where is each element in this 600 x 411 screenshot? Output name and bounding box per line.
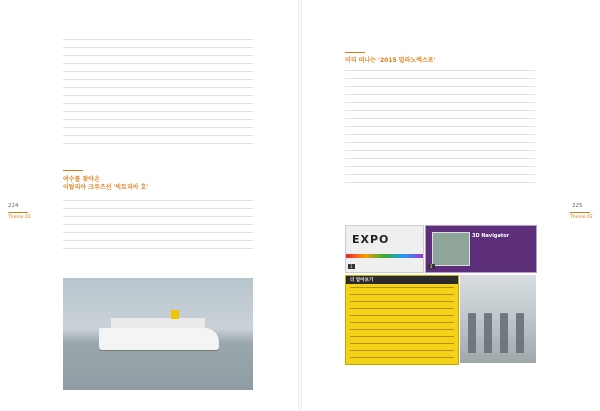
- ship-hull: [99, 328, 219, 350]
- navigator-photo: [425, 225, 537, 273]
- page-number: 225: [572, 203, 583, 209]
- theme-label: Theme 02: [8, 215, 31, 220]
- navigator-screen: [432, 232, 470, 266]
- dam-gate: [484, 313, 492, 353]
- body-text-top: [63, 39, 253, 147]
- dam-photo: [460, 275, 536, 363]
- dam-gate: [468, 313, 476, 353]
- theme-rule: [570, 212, 590, 213]
- section-title: 미리 떠나는 '2015 밀라노엑스포': [345, 57, 436, 64]
- navigator-title: 3D Navigator: [472, 233, 510, 239]
- ship-funnel: [171, 310, 179, 319]
- dam-gate: [516, 313, 524, 353]
- photo-number-2: 2: [430, 264, 433, 269]
- more-info-callout: [345, 275, 459, 365]
- section-rule: [345, 52, 365, 53]
- dam-gate: [500, 313, 508, 353]
- section-title-line-2: 이탈리아 크루즈선 '빅토리아 호': [63, 183, 149, 191]
- section-title: [63, 176, 253, 191]
- callout-title: 더 알아보기: [350, 278, 374, 283]
- expo-stripe: [346, 254, 423, 258]
- body-text: [345, 70, 535, 185]
- photo-number-1: 1: [350, 264, 353, 269]
- expo-photo: [345, 225, 424, 273]
- page-number: 224: [8, 203, 19, 209]
- section-title-line-1: 여수를 찾아온: [63, 176, 100, 183]
- callout-header: [346, 276, 458, 284]
- theme-rule: [8, 212, 28, 213]
- callout-body: [350, 287, 454, 359]
- theme-label: Theme 02: [570, 215, 593, 220]
- expo-logo-text: EXPO: [352, 233, 390, 246]
- cruise-ship-photo: [63, 278, 253, 390]
- section-rule: [63, 170, 83, 171]
- body-text-bottom: [63, 200, 253, 254]
